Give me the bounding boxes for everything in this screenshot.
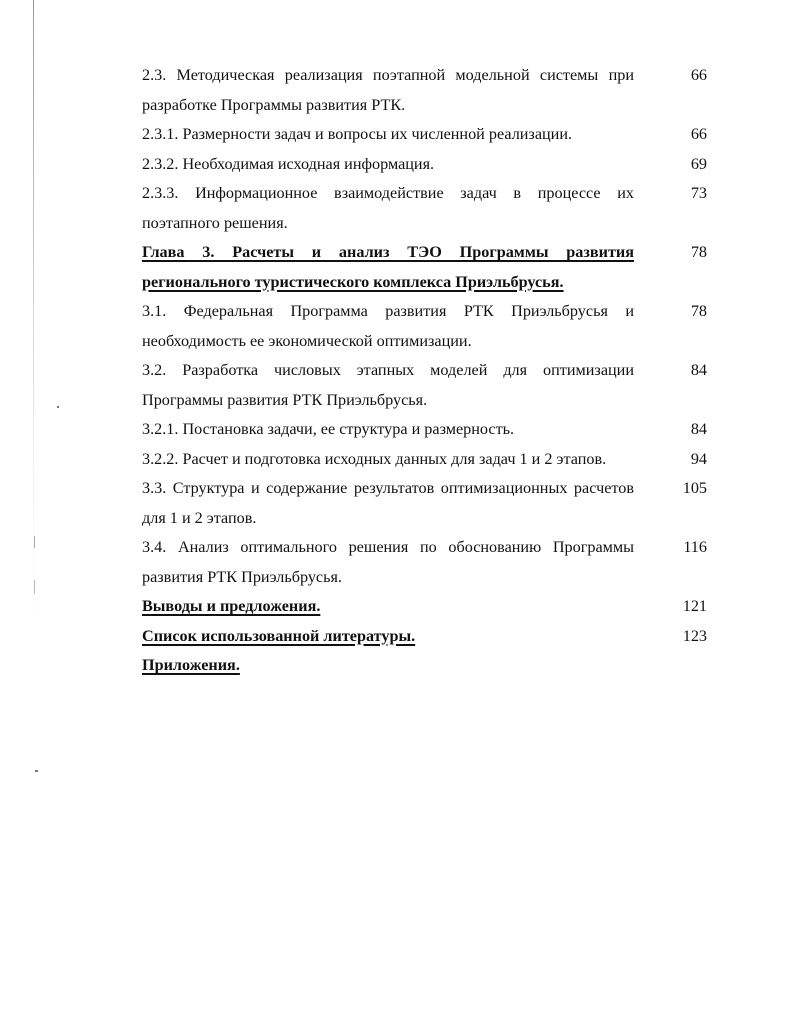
toc-entry-page: 78 [690,302,707,320]
toc-entry-section [142,651,707,681]
toc-entry-title: 2.3.3. Информационное взаимодействие задач в процессе их поэтапного решения. [142,184,634,232]
toc-entry-page: 69 [690,154,707,173]
toc-entry [142,297,707,356]
toc-entry-page: 66 [690,66,707,84]
toc-entry-page: 66 [690,125,707,143]
scan-speck [57,406,59,408]
toc-entry [142,61,707,120]
toc-entry-page: 84 [690,420,707,438]
toc-entry-page: 78 [690,243,707,261]
toc-entry-title: 3.4. Анализ оптимального решения по обоснованию Программы развития РТК Приэльбрусья. [142,538,634,586]
toc-entry [142,150,707,180]
toc-entry-page: 116 [683,538,707,556]
toc-entry-page: 94 [690,449,707,468]
toc-entry-page: 73 [690,184,707,202]
toc-entry [142,356,707,415]
toc-entry-page: 123 [682,626,707,645]
toc-entry-chapter [142,238,707,297]
toc-chapter-title: Глава 3. Расчеты и анализ ТЭО Программы развития регионального туристического комплекса Приэльбрусья. [142,243,634,291]
toc-entry-title: 2.3.2. Необходимая исходная информация. [142,154,435,173]
toc-entry-title: 2.3.1. Размерности задач и вопросы их численной реализации. [142,125,573,143]
toc-entry-page: 105 [682,479,707,497]
toc-entry-title: 2.3. Методическая реализация поэтапной модельной системы при разработке Программы развития РТК. [142,66,634,114]
table-of-contents [142,61,707,681]
toc-entry-title: 3.2.1. Постановка задачи, ее структура и размерность. [142,420,515,438]
toc-entry [142,179,707,238]
toc-entry [142,445,707,475]
toc-entry-title: 3.2.2. Расчет и подготовка исходных данных для задач 1 и 2 этапов. [142,449,607,468]
toc-references-title: Список использованной литературы. [142,626,416,645]
toc-entry-title: 3.3. Структура и содержание результатов оптимизационных расчетов для 1 и 2 этапов. [142,479,634,527]
toc-entry [142,415,707,445]
toc-entry [142,474,707,533]
scan-speck [34,580,35,594]
toc-entry-title: 3.1. Федеральная Программа развития РТК Приэльбрусья и необходимость ее экономической оптимизации. [142,302,634,350]
scan-speck [35,770,38,772]
toc-entry-section [142,592,707,622]
toc-appendices-title: Приложения. [142,656,240,674]
toc-entry-page: 121 [682,597,707,615]
toc-entry [142,533,707,592]
toc-entry [142,120,707,150]
toc-entry-title: 3.2. Разработка числовых этапных моделей для оптимизации Программы развития РТК Приэльбрусья. [142,361,634,409]
toc-entry-page: 84 [690,361,707,379]
toc-entry-section [142,622,707,652]
scan-speck [34,536,35,548]
toc-conclusions-title: Выводы и предложения. [142,597,321,615]
